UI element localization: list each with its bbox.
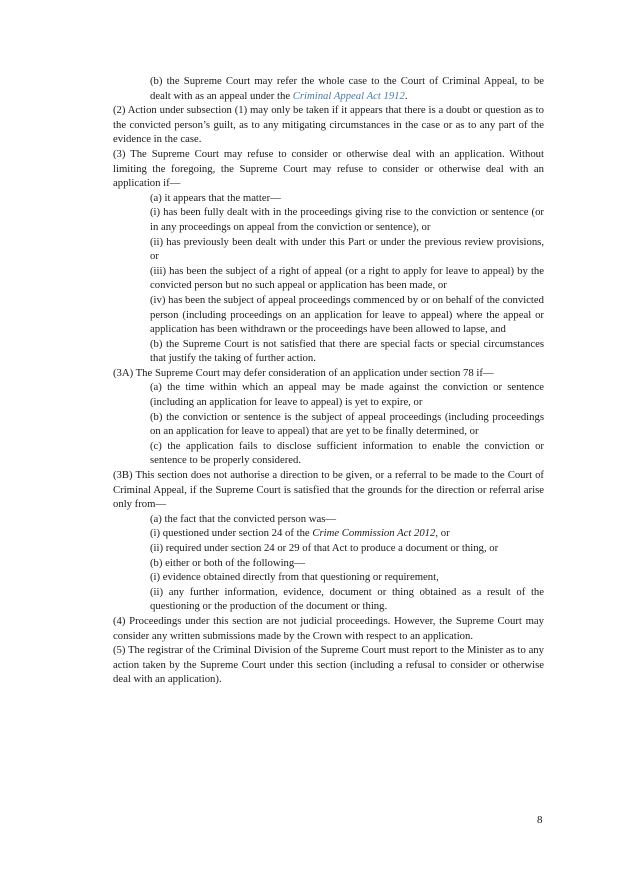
paragraph-text: (i) questioned under section 24 of the xyxy=(150,527,313,540)
page-number: 8 xyxy=(537,814,543,826)
legislation-text xyxy=(113,74,544,687)
paragraph-text: (ii) has previously been dealt with under this Part or under the previous review provisions, or xyxy=(150,235,544,263)
paragraph xyxy=(113,643,544,687)
paragraph xyxy=(113,526,544,541)
paragraph-text: (ii) required under section 24 or 29 of that Act to produce a document or thing, or xyxy=(150,542,499,554)
paragraph-text: (3B) This section does not authorise a direction to be given, or a referral to be made to the Court of Criminal Appeal, if the Supreme Court is satisfied that the grounds for the direction or referral arise only from— xyxy=(113,469,544,511)
paragraph-text: (iv) has been the subject of appeal proceedings commenced by or on behalf of the convicted person (including proceedings on an application for leave to appeal) where the appeal or application has been withdrawn or the proceedings have been allowed to lapse, and xyxy=(150,293,544,336)
act-title: Crime Commission Act 2012 xyxy=(312,527,436,540)
paragraph xyxy=(113,337,544,366)
paragraph xyxy=(113,366,544,381)
act-link[interactable]: Criminal Appeal Act 1912 xyxy=(292,89,405,102)
paragraph xyxy=(113,570,544,585)
paragraph xyxy=(113,468,544,512)
paragraph xyxy=(113,380,544,409)
paragraph xyxy=(113,614,544,643)
paragraph-tail: , or xyxy=(435,527,450,540)
paragraph xyxy=(113,512,544,527)
paragraph-text: (5) The registrar of the Criminal Division of the Supreme Court must report to the Minister as to any action taken by the Supreme Court under this section (including a refusal to consider or otherwise deal with an application). xyxy=(113,644,544,686)
paragraph xyxy=(113,585,544,614)
paragraph xyxy=(113,264,544,293)
paragraph xyxy=(113,103,544,147)
paragraph xyxy=(113,147,544,191)
paragraph-text: (c) the application fails to disclose sufficient information to enable the conviction or sentence to be properly considered. xyxy=(150,439,544,467)
paragraph xyxy=(113,541,544,556)
paragraph-text: (b) the Supreme Court may refer the whole case to the Court of Criminal Appeal, to be dealt with as an appeal under the xyxy=(150,75,544,102)
paragraph xyxy=(113,293,544,337)
paragraph-text: (i) evidence obtained directly from that questioning or requirement, xyxy=(150,571,439,584)
paragraph-text: (b) the conviction or sentence is the subject of appeal proceedings (including proceedings on an application for leave to appeal) that are yet to be finally determined, or xyxy=(150,410,544,438)
paragraph xyxy=(113,235,544,264)
paragraph-text: (a) the fact that the convicted person was— xyxy=(150,512,337,525)
paragraph xyxy=(113,439,544,468)
paragraph-text: (iii) has been the subject of a right of appeal (or a right to apply for leave to appeal) by the convicted person but no such appeal or application has been made, or xyxy=(150,264,544,292)
paragraph-text: (4) Proceedings under this section are not judicial proceedings. However, the Supreme Court may consider any written submissions made by the Crown with respect to an application. xyxy=(113,614,544,642)
paragraph-text: (a) the time within which an appeal may be made against the conviction or sentence (including an application for leave to appeal) is yet to expire, or xyxy=(150,381,544,409)
paragraph xyxy=(113,556,544,571)
paragraph-text: (ii) any further information, evidence, document or thing obtained as a result of the questioning or the production of the document or thing. xyxy=(150,585,544,613)
paragraph xyxy=(113,191,544,206)
paragraph xyxy=(113,410,544,439)
paragraph-text: (b) either or both of the following— xyxy=(150,556,305,569)
paragraph-text: (3A) The Supreme Court may defer consideration of an application under section 78 if— xyxy=(113,366,494,379)
paragraph-text: (2) Action under subsection (1) may only be taken if it appears that there is a doubt or question as to the convicted person’s guilt, as to any mitigating circumstances in the case or as to any part of the evidence in the case. xyxy=(113,104,544,146)
paragraph-text: (b) the Supreme Court is not satisfied that there are special facts or special circumstances that justify the taking of further action. xyxy=(150,337,544,365)
paragraph-text: (3) The Supreme Court may refuse to consider or otherwise deal with an application. Without limiting the foregoing, the Supreme Court may refuse to consider or otherwise deal with an application if— xyxy=(113,147,544,190)
paragraph-tail: . xyxy=(404,89,408,102)
paragraph-text: (a) it appears that the matter— xyxy=(150,191,281,204)
paragraph-text: (i) has been fully dealt with in the proceedings giving rise to the conviction or sentence (or in any proceedings on appeal from the conviction or sentence), or xyxy=(150,206,544,233)
paragraph xyxy=(113,74,544,103)
paragraph xyxy=(113,205,544,234)
